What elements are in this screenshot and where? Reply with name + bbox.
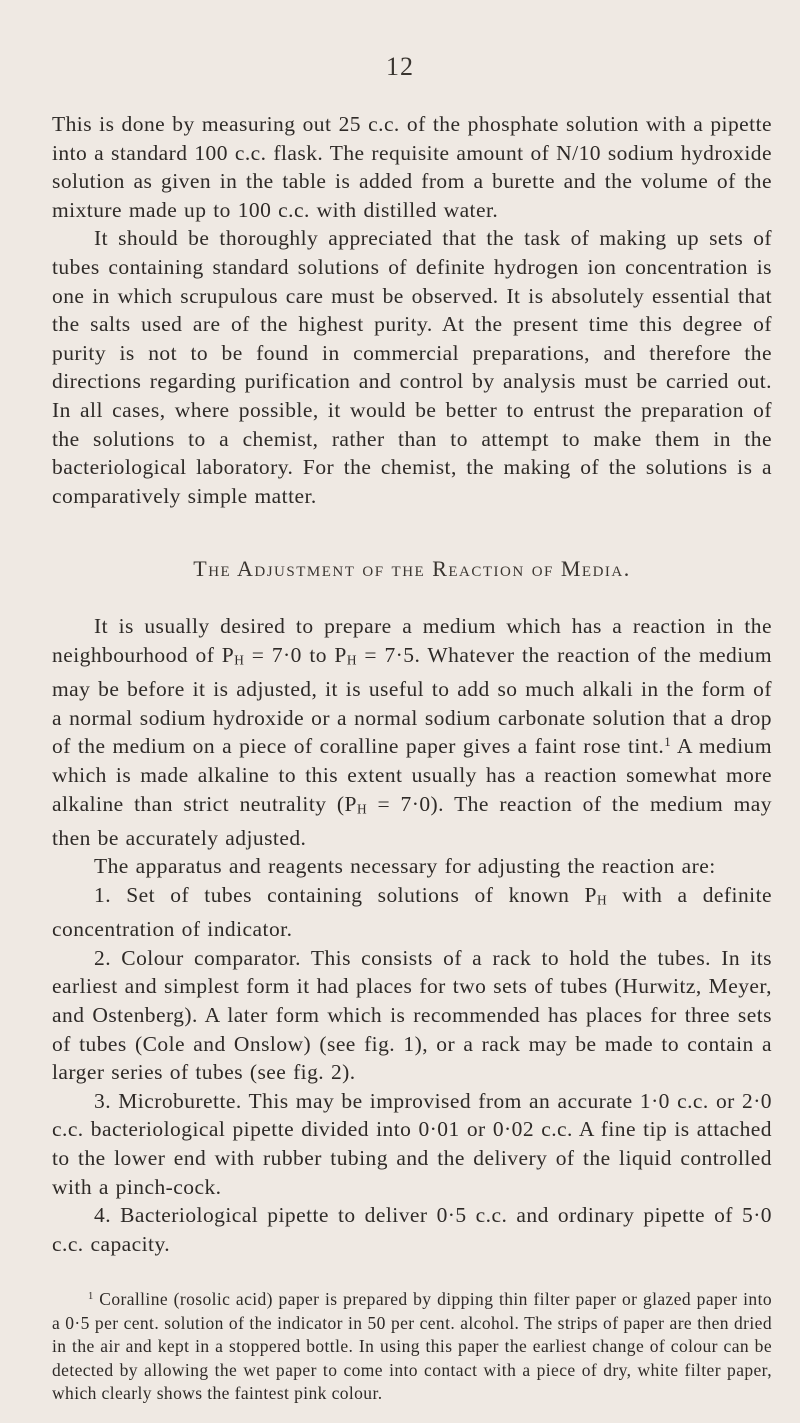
subscript-h: H <box>346 652 357 668</box>
page-body <box>52 110 772 1423</box>
list-item-4: 4. Bacteriological pipette to deliver 0·5 c.c. and ordinary pipette of 5·0 c.c. capacity. <box>52 1203 772 1256</box>
footnote-mark: 1 <box>88 1291 94 1303</box>
text-run: with a definite concentration of indicator. <box>52 882 772 942</box>
intro-paragraph-2: It should be thoroughly appreciated that the task of making up sets of tubes containing standard solutions of definite hydrogen ion concentration is one in which scrupulous care must be observed. It is absolutely essential that the salts used are of the highest purity. At the present time this degree of purity is not to be found in commercial preparations, and therefore the directions regarding purification and control by analysis must be carried out. In all cases, where possible, it would be better to entrust the preparation of the solutions to a chemist, rather than to attempt to make them in the bacteriological laboratory. For the chemist, the making of the solutions is a comparatively simple matter. <box>52 226 772 508</box>
text-run: It is usually desired to prepare a medium which has a reaction in the neighbourhood of P <box>52 614 772 667</box>
subscript-h: H <box>356 801 368 817</box>
subscript-h: H <box>234 652 245 668</box>
text-run: = 7·5. Whatever the reaction of the medium may be before it is adjusted, it is useful to add so much alkali in the form of a normal sodium hydroxide or a normal sodium carbonate solution that a drop of the medium on a piece of coralline paper gives a faint rose tint. <box>52 642 772 759</box>
footnote-text: Coralline (rosolic acid) paper is prepared by dipping thin filter paper or glazed paper into a 0·5 per cent. solution of the indicator in 50 per cent. alcohol. The strips of paper are then dried in the air and kept in a stoppered bottle. In using this paper the earliest change of colour can be detected by allowing the wet paper to come into contact with a piece of dry, white filter paper, which clearly shows the faintest pink colour. <box>52 1289 772 1404</box>
list-item-1 <box>52 881 772 944</box>
list-item-2: 2. Colour comparator. This consists of a rack to hold the tubes. In its earliest and simplest form it had places for two sets of tubes (Hurwitz, Meyer, and Ostenberg). A later form which is recommended has places for three sets of tubes (Cole and Onslow) (see fig. 1), or a rack may be made to contain a larger series of tubes (see fig. 2). <box>52 945 772 1085</box>
text-run: A medium which is made alkaline to this extent usually has a reaction somewhat more alkaline than strict neutrality (P <box>52 734 773 816</box>
intro-paragraph-1: This is done by measuring out 25 c.c. of the phosphate solution with a pipette into a standard 100 c.c. flask. The requisite amount of N/10 sodium hydroxide solution as given in the table is added from a burette and the volume of the mixture made up to 100 c.c. with distilled water. <box>52 112 772 222</box>
section-heading: The Adjustment of the Reaction of Media. <box>193 556 631 582</box>
list-item-3: 3. Microburette. This may be improvised from an accurate 1·0 c.c. or 2·0 c.c. bacteriological pipette divided into 0·01 or 0·02 c.c. A fine tip is attached to the lower end with rubber tubing and the delivery of the liquid controlled with a pinch-cock. <box>52 1088 772 1199</box>
text-run: 1. Set of tubes containing solutions of known P <box>94 882 597 907</box>
page-number: 12 <box>386 52 414 81</box>
section-paragraph-2: The apparatus and reagents necessary for adjusting the reaction are: <box>94 854 716 879</box>
text-run: = 7·0). The reaction of the medium may then be accurately adjusted. <box>52 791 772 850</box>
footnote-reference[interactable]: 1 <box>664 735 672 750</box>
text-run: = 7·0 to P <box>244 642 347 667</box>
subscript-h: H <box>596 892 608 908</box>
section-paragraph-1 <box>52 612 772 852</box>
footnote <box>52 1288 772 1406</box>
